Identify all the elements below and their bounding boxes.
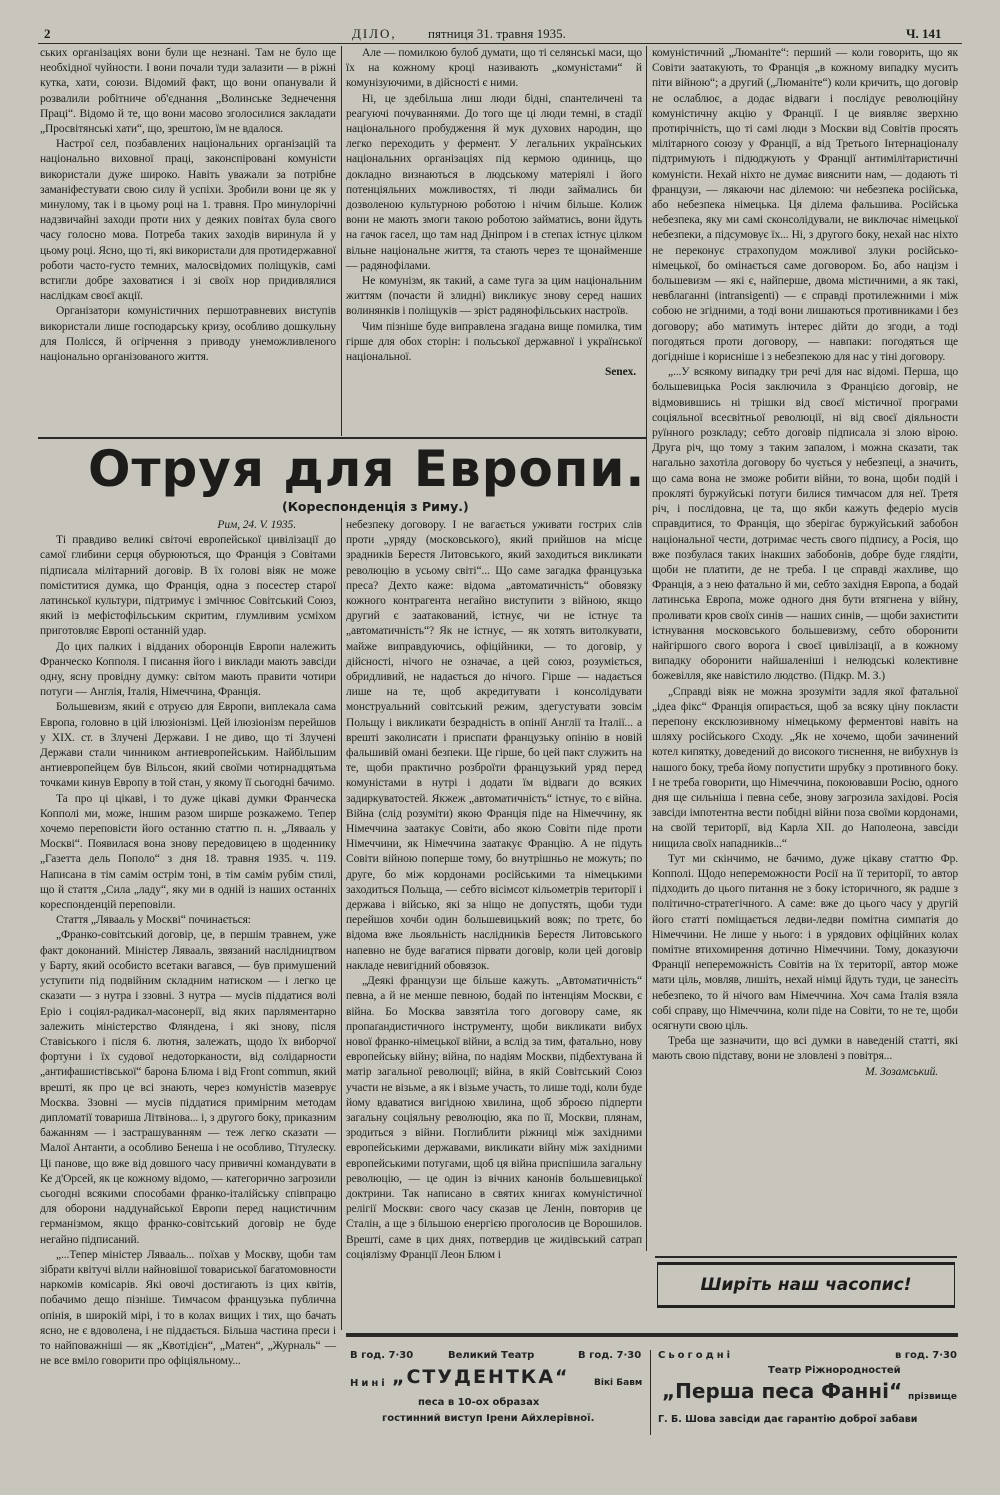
paragraph: Але — помилкою булоб думати, що ті селянські маси, що їх на кожному кроці називають „комуністами“ й комунізуючими, в дійсності є ними.	[346, 47, 642, 90]
issue-date: пятниця 31. травня 1935.	[428, 26, 566, 41]
ad-surname: прізвище	[908, 1392, 958, 1402]
newspaper-name: ДІЛО,	[352, 26, 397, 41]
paragraph: Ті правдиво великі світочі европейської цивілізації до самої глибини серця обурюються, що Франція з Совітами підписала мілітарний договір. В їх голові віяк не може поміститися думка, що Франція, одна з посестер старої латинської культури, підтримує і змічнює Совітський Союз, який із мефістофільським скритим, глумливим усміхом приготовляє Европі останній удар.	[40, 534, 336, 638]
paragraph: „Справді віяк не можна зрозуміти задля якої фатальної „ідеа фікс“ Франція опирається, щоб за всяку ціну покласти перепону ексклюзивному німецькому ферментові навіть на шляху російського Сходу. „Як не хочемо, щоби зачинений котел кипятку, доведений до високого тиснення, не вибухнув із нашого боку, треба йому попустити шрубку з противного боку. І не треба говорити, що Німеччина, покоювавши Росію, одного дня ще сильніша і певна себе, знову загрозила західові. Росія завсіди імпотентна вести побідні війни поза своїми кордонами, на своїй території, від Карла XII. до Наполеона, завсіди нищила своїх нападників...“	[652, 685, 958, 850]
ad-time: в год. 7·30	[895, 1350, 957, 1361]
issue-number: Ч. 141	[906, 26, 942, 41]
section-rule	[38, 437, 646, 439]
column-divider	[646, 46, 647, 1251]
ad-play-title: „СТУДЕНТКА“	[392, 1366, 570, 1388]
paragraph: Чим пізніше буде виправлена згадана вище помилка, тим гірше для обох сторін: і польської державної і української національної.	[346, 320, 642, 364]
ad-theatre: Великий Театр	[448, 1350, 535, 1361]
paragraph: „...Тепер міністер Лявааль... поїхав у Москву, щоби там зібрати квітучі вілли найновішої товариської багатомовности наркомів комісарів. Які овочі достигають із цих квітів, побачимо дещо пізніше. Тимчасом французька публична опінія, в широкій мірі, і то в колах вищих і тих, що бачать ясно, не є вдоволена, і не піддається. Більша частина преси і то найповажніші — як „Квотідієн“, „Матен“, „Журналь“ — не все вміло говорити про офіціяльному...	[40, 1248, 336, 1368]
page-header	[40, 26, 960, 44]
top-article-column-2	[346, 46, 642, 380]
page-number: 2	[44, 26, 51, 41]
paragraph: „Деякі французи ще більше кажуть. „Автоматичність“ певна, а й не менше певною, бодай по інтенціям Москви, є війна. Бо Москва завзятіла того договору саме, як пропаґандистичного інструменту, щоби викликати вибух нової франко-німецької війни, а вслід за тим, фатально, нову европейську війну; війна, по надіям Москви, підбехтувана й матір загальної революції; війна, в якій Совітський Союз участи не візьме, а як і візьме участь, то лише тоді, коли буде йому вдаватися вигідною хвилина, щоб зброєю підперти загальну соціяльну революцію, яка по її, Москви, плянам, зродиться з війни. Поглиблити ріжниці між західними европейськими державами, викликати війну між західними европейськими потугами, щоб ця війна приспішила загальну революцію, — це один із вічних канонів большевицької доктрини. Так написано в святих книгах комуністичної релігії Москви: свого часу сказав це Ленін, повторив це Сталін, а ще з більшою енергією проголосив це Ворошилов. Врешті, саме в цих днях, потвердив це жидівський сатрап соціялізму Франції Леон Блюм і	[346, 975, 642, 1261]
ad-theatre: Театр Ріжнородностей	[768, 1365, 901, 1376]
promo-rule	[655, 1256, 957, 1258]
author-signature: М. Зозамський.	[865, 1065, 938, 1078]
right-column	[652, 46, 958, 1080]
column-divider	[341, 46, 342, 436]
main-article-column-1	[40, 518, 336, 1369]
ad-today: Нині	[350, 1378, 388, 1389]
paragraph: Треба ще зазначити, що всі думки в наведеній статті, які мають свою підставу, вони не зловлені з повітря...	[652, 1035, 958, 1063]
article-headline: Отруя для Европи.	[88, 440, 646, 498]
ad-tagline: Г. Б. Шова завсіди дає гарантію доброї забави	[658, 1414, 918, 1425]
paragraph: Не комунізм, як такий, а саме туга за цим національним життям (почасти й злидні) викликує знову серед наших волинянків і поліщуків — зріст радянофільських настроїв.	[346, 275, 642, 318]
ads-top-rule	[346, 1333, 958, 1337]
header-rule	[38, 43, 962, 44]
ad-time: В год. 7·30	[350, 1350, 414, 1361]
ad-time: В год. 7·30	[578, 1350, 642, 1361]
paragraph: Большевизм, який є отруєю для Европи, виплекала сама Европа, головно в цій ілюзіонізмі. Цей ілюзіонізм перейшов у XIX. ст. в Злучені Держави. І не диво, що ті Злучені Держави стали чинником антиевропейським. Найбільшим антиевропейцем був Вільсон, який своїми чотирнадцятьма точками кинув Европу в той стан, у якому її сьогодні бачимо.	[40, 701, 336, 790]
paragraph: Ні, це здебільша лиш люди бідні, спантеличені та реагуючі почуваннями. До того ще ці люди темні, в стадії національного пробудження й мук духових народин, що легко переходить у фермент. У легальних українських національних організаціях під кермою одиниць, що докладно визнаються в людському матеріялі і його потенціяльних можливостях, ті люди займались би дозволеною культурною роботою і нічим більше. Колиж вони не мають змоги такою роботою займатись, вони йдуть на гачок гасел, що там над Дніпром і в степах істнує цілком вільне національне життя, та стають через те щонайменше — радянофілами.	[346, 92, 642, 272]
top-article-column-1	[40, 46, 336, 365]
ad-play-title: „Перша песа Фанні“	[662, 1379, 903, 1403]
paragraph: Організатори комуністичних першотравневих виступів використали лише господарську кризу, особливо дошкульну для Полісся, й огірчення з приводу унеможливленого національно організованого життя.	[40, 305, 336, 364]
promo-banner: Ширіть наш часопис!	[657, 1262, 955, 1308]
main-article-column-2	[346, 518, 642, 1263]
paragraph: Стаття „Лявааль у Москві“ починається:	[56, 914, 251, 927]
column-divider	[341, 518, 342, 1330]
paragraph: Та про ці цікаві, і то дуже цікаві думки Франческа Копполі ми, може, іншим разом ширше розкажемо. Тепер хочемо переповісти його останню статтю п. н. „Лявааль у Москві“. Появилася вона знову передовицею в щоденнику „Газетта дель Пополо“ з дня 18. травня 1935. ч. 119. Написана в тім самім острім тоні, в тім самім рубім стилі, що й стаття „Сила „ладу“, яку ми в одній із наших останніх кореспонденцій переповіли.	[40, 792, 336, 912]
ad-description: песа в 10-ох образах	[418, 1397, 540, 1408]
ad-guest: гостинний виступ Ірени Айхлерівної.	[382, 1413, 595, 1424]
paragraph: „...У всякому випадку три речі для нас відомі. Перша, що большевицька Росія заключила з Францією договір, не відмовившись ні трішки від своєї містичної програми соціяльної всесвітньої революції, ні від своєї діяльности руїнного розкладу; себто договір підписала зі злою вірою. Друга річ, що тому з таким запалом, і можна сказати, так нагально захотіла договору бо чується у небезпеці, а значить, що сама вона не зможе робити війни, то вона, щоби подій і прокляті буржуйські потуги билися тимчасом для неї. Третя річ, і послідовна, це та, що якби кажуть федеріо мусів справдитися, то Франція, що зберігає буржуйський забобон національної чести, дотримає честь свого підпису, а Росія, що вже позбулася таких інакших забобонів, добре буде глядіти, щоби не платити, де не треба. І це справді жахливе, що Франція, а з нею фатально й ми, себто західня Европа, а бодай латинська Европа, може одного дня бути втягнена у війну, проливати кров своїх синів — наших синів, — щоби захистити істнування московського большевизму, себто оборонити найгіршого свого ворога і своєї цивілізації, а в кожному випадку оборонити найшаленіші і нелюдські колективне божевілля, яке навістило людство. (Підкр. М. З.)	[652, 366, 958, 683]
article-subheading: (Кореспонденція з Риму.)	[282, 499, 469, 514]
paragraph: небезпеку договору. І не вагається уживати гострих слів проти „уряду (московського), який прийшов на місце зрадників Берестя Литовського, який заходиться викликати революцію в усьому світі“... Що саме загадка французька преса? Дехто каже: відома „автоматичність“ обовязку кожного контрагента негайно виступити з війною, якщо другий є заатакований, істнує, чи не істнує та „автоматичність“? Як не істнує, — як хотять витолкувати, майже виправдуючись, офіційники, — то договір, у дійсності, нічого не означає, а цей союз, розуміється, обридливий, не надається до нічого. Гірше — надається лише на те, щоб акредитувати і консолідувати монструальний совітський режим, здегустувати зовсім Польщу і викликати безрадність в опінії Англії та Італії... а врешті заколисати і приспати французьку опінію в новій фальшивій омані безпеки. Ще гірше, бо цей пакт служить на те, щоби практично розброїти французький уряд перед комуністами в нутрі і додати їм відваги до всяких задиркуватостей. Якжеж „автоматичність“ істнує, то є війна. Війна (слід розуміти) якою Франція піде на Німеччину, як Німеччина заатакує Совіти, або якою Совіти піде проти Німеччини, як Німеччина заатакує Францію. А не підуть Совіти війною поперше тому, бо внутрішньо не можуть; по друге, бо між кордонами російськими та німецькими заходиться Польща, — себто вісімсот кільометрів території і держава і військо, які за ніщо не допустять, щоби туди перейшов хочби один большевицький вояк; по третє, бо відома вже льояльність наслідників Берестя Литовського напевно не буде вагатися пірвати договір, коли цей договір накладе невигідний обовязок.	[346, 519, 642, 972]
author-signature: Senex.	[604, 366, 636, 379]
paragraph: ських організаціях вони були ще незнані. Там не було ще необхідної чуйности. І вони почали туди залазити — в ріжні кутка, хати, союзи. Відомий факт, що вони опанували й розвалили робітниче об'єднання „Волинське Зеднечення Праці“. Відомо й те, що вони масово зголосилися закладати „Просвітянські хати“, що, зрештою, їм не вдалося.	[40, 47, 336, 136]
ads-divider	[650, 1350, 651, 1435]
paragraph: Тут ми скінчимо, не бачимо, дуже цікаву статтю Фр. Копполі. Щодо непереможности Росії на її території, то автор підходить до цього питання не з боку історичного, як радше з політично-стратегічного. А саме: вже до цього часу у другій його статті поміщається ледви-ледви помітна симпатія до Німеччини. Не лише у нього: і в урядових офіційних колах помітне втихомирення дотично Німеччини. Тому, доказуючи Франції непереможність Совітів на їх території, автор може мати ціль, мовляв, лишіть, нехай німці йдуть туди, це занесіть небезпеко, то й нічого вам Німеччина. Хоч сама Італія взяла собі справу, що Німеччина, коли піде на Совіти, то не те, щоби осягнути свою ціль.	[652, 852, 958, 1032]
dateline: Рим, 24. V. 1935.	[217, 519, 296, 531]
ad-author: Вікі Бавм	[594, 1378, 643, 1388]
paragraph: Настрої сел, позбавлених національних організацій та національно виховної праці, законспіровані комуністи використали дуже широко. Навіть уважали за потрібне заманіфестувати свою силу й успіхи. Зробили вони це як у минулому, так і в цьому році на 1. травня. Про минулорічні надзвичайні заходи проти них у деяких повітах була свого часу голосно мова. Потреба таких заходів виринула й у цьому році. Ясно, що ті, які використали для протидержавної роботи часто-густо темних, малосвідомих поліщуків, самі встигли добре заховатися і зі своїх нор придивлялися наслідкам своєї акції.	[40, 138, 336, 303]
ad-today: Сьогодні	[658, 1350, 734, 1361]
paragraph: комуністичний „Люманіте“: перший — коли говорить, що як Совіти заатакують, то Франція „в кожному випадку мусить піти війною“; а другий („Люманіте“) коли кричить, що договір не ослаблює, а додає відваги і послідує революційну комуністичну акцію у Франції. І це виявляє зверхню протирічність, що ті самі люди з Москви від Совітів просять мілітарного союзу у Франції, а від Третього Інтернаціоналу підтримують і підюджують у Франції антимілітаристичні комуністи. Нехай ніхто не думає вияснити нам, — додають ті французи, — лякаючи нас ділемою: чи небезпека російська, або небезпека німецька. Ця ділема фальшива. Російська небезпека, яку ми самі сконсолідували, не виключає німецької небезпеки, а підсумовує їх... Ні, з другого боку, нехай нас ніхто не переконує страхопудом можливої злуки російсько-німецької, бо омінається саме договором. Бо, або націзм і большевизм — які є, найперше, двома містичними, а як такі, невблаганні (intransigenti) — є справді протилежними і між собою не згідними, а тоді вони лишаються противниками і без договору; або матимуть інтерес дійти до згоди, а тоді погодяться проти договору, — навпаки: погодяться ще догідніше і корисніше і з небезпекою для нас у тіні договору.	[652, 47, 958, 364]
paragraph: До цих палких і відданих оборонців Европи належить Франческо Копполя. І писання його і виклади мають завсіди одну, ясну провідну думку: світом мають правити чотири потуги — Англія, Італія, Німеччина, Франція.	[40, 640, 336, 699]
paragraph: „Франко-совітський договір, це, в першім травнем, уже факт доконаний. Міністер Лявааль, звязаний наслідництвом у Барту, який особисто всетаки вагався, — був примушений уступити під подвійним складним натиском — і легко це сказати — з нутра і ззовні. З нутра — мусів піддатися волі Еріо і соціял-радикал-масонерії, від яких парляментарно залежить міністерство Фляндена, і які знову, після Ставіського і після 6. лютня, залежать, щодо їх виборчої фортуни і їх судової недоторканости, від солідарности „антифашистівської“ барона Блюма і від Front commun, який врешті, як про це всі знають, через комуністів мазеврує Москва. Ззовні — мусів піддатися примірним методам дипломатії товариша Літвінова... і, з другого боку, приказним бажанням — і застрашуванням — теж легко сказати — Малої Антанти, а особливо Бенеша і не особливо, Тітулеску. Ці панове, що вже від довшого часу привичні командувати в Ке д'Орсей, як це кожному відомо, — категорично загрозили сьогодні всякими способами франко-італійську співпрацю для оборони наддунайської Европи перед нацистичним германізмом, якщо франко-совітський договір не буде негайно підписаний.	[40, 929, 336, 1246]
